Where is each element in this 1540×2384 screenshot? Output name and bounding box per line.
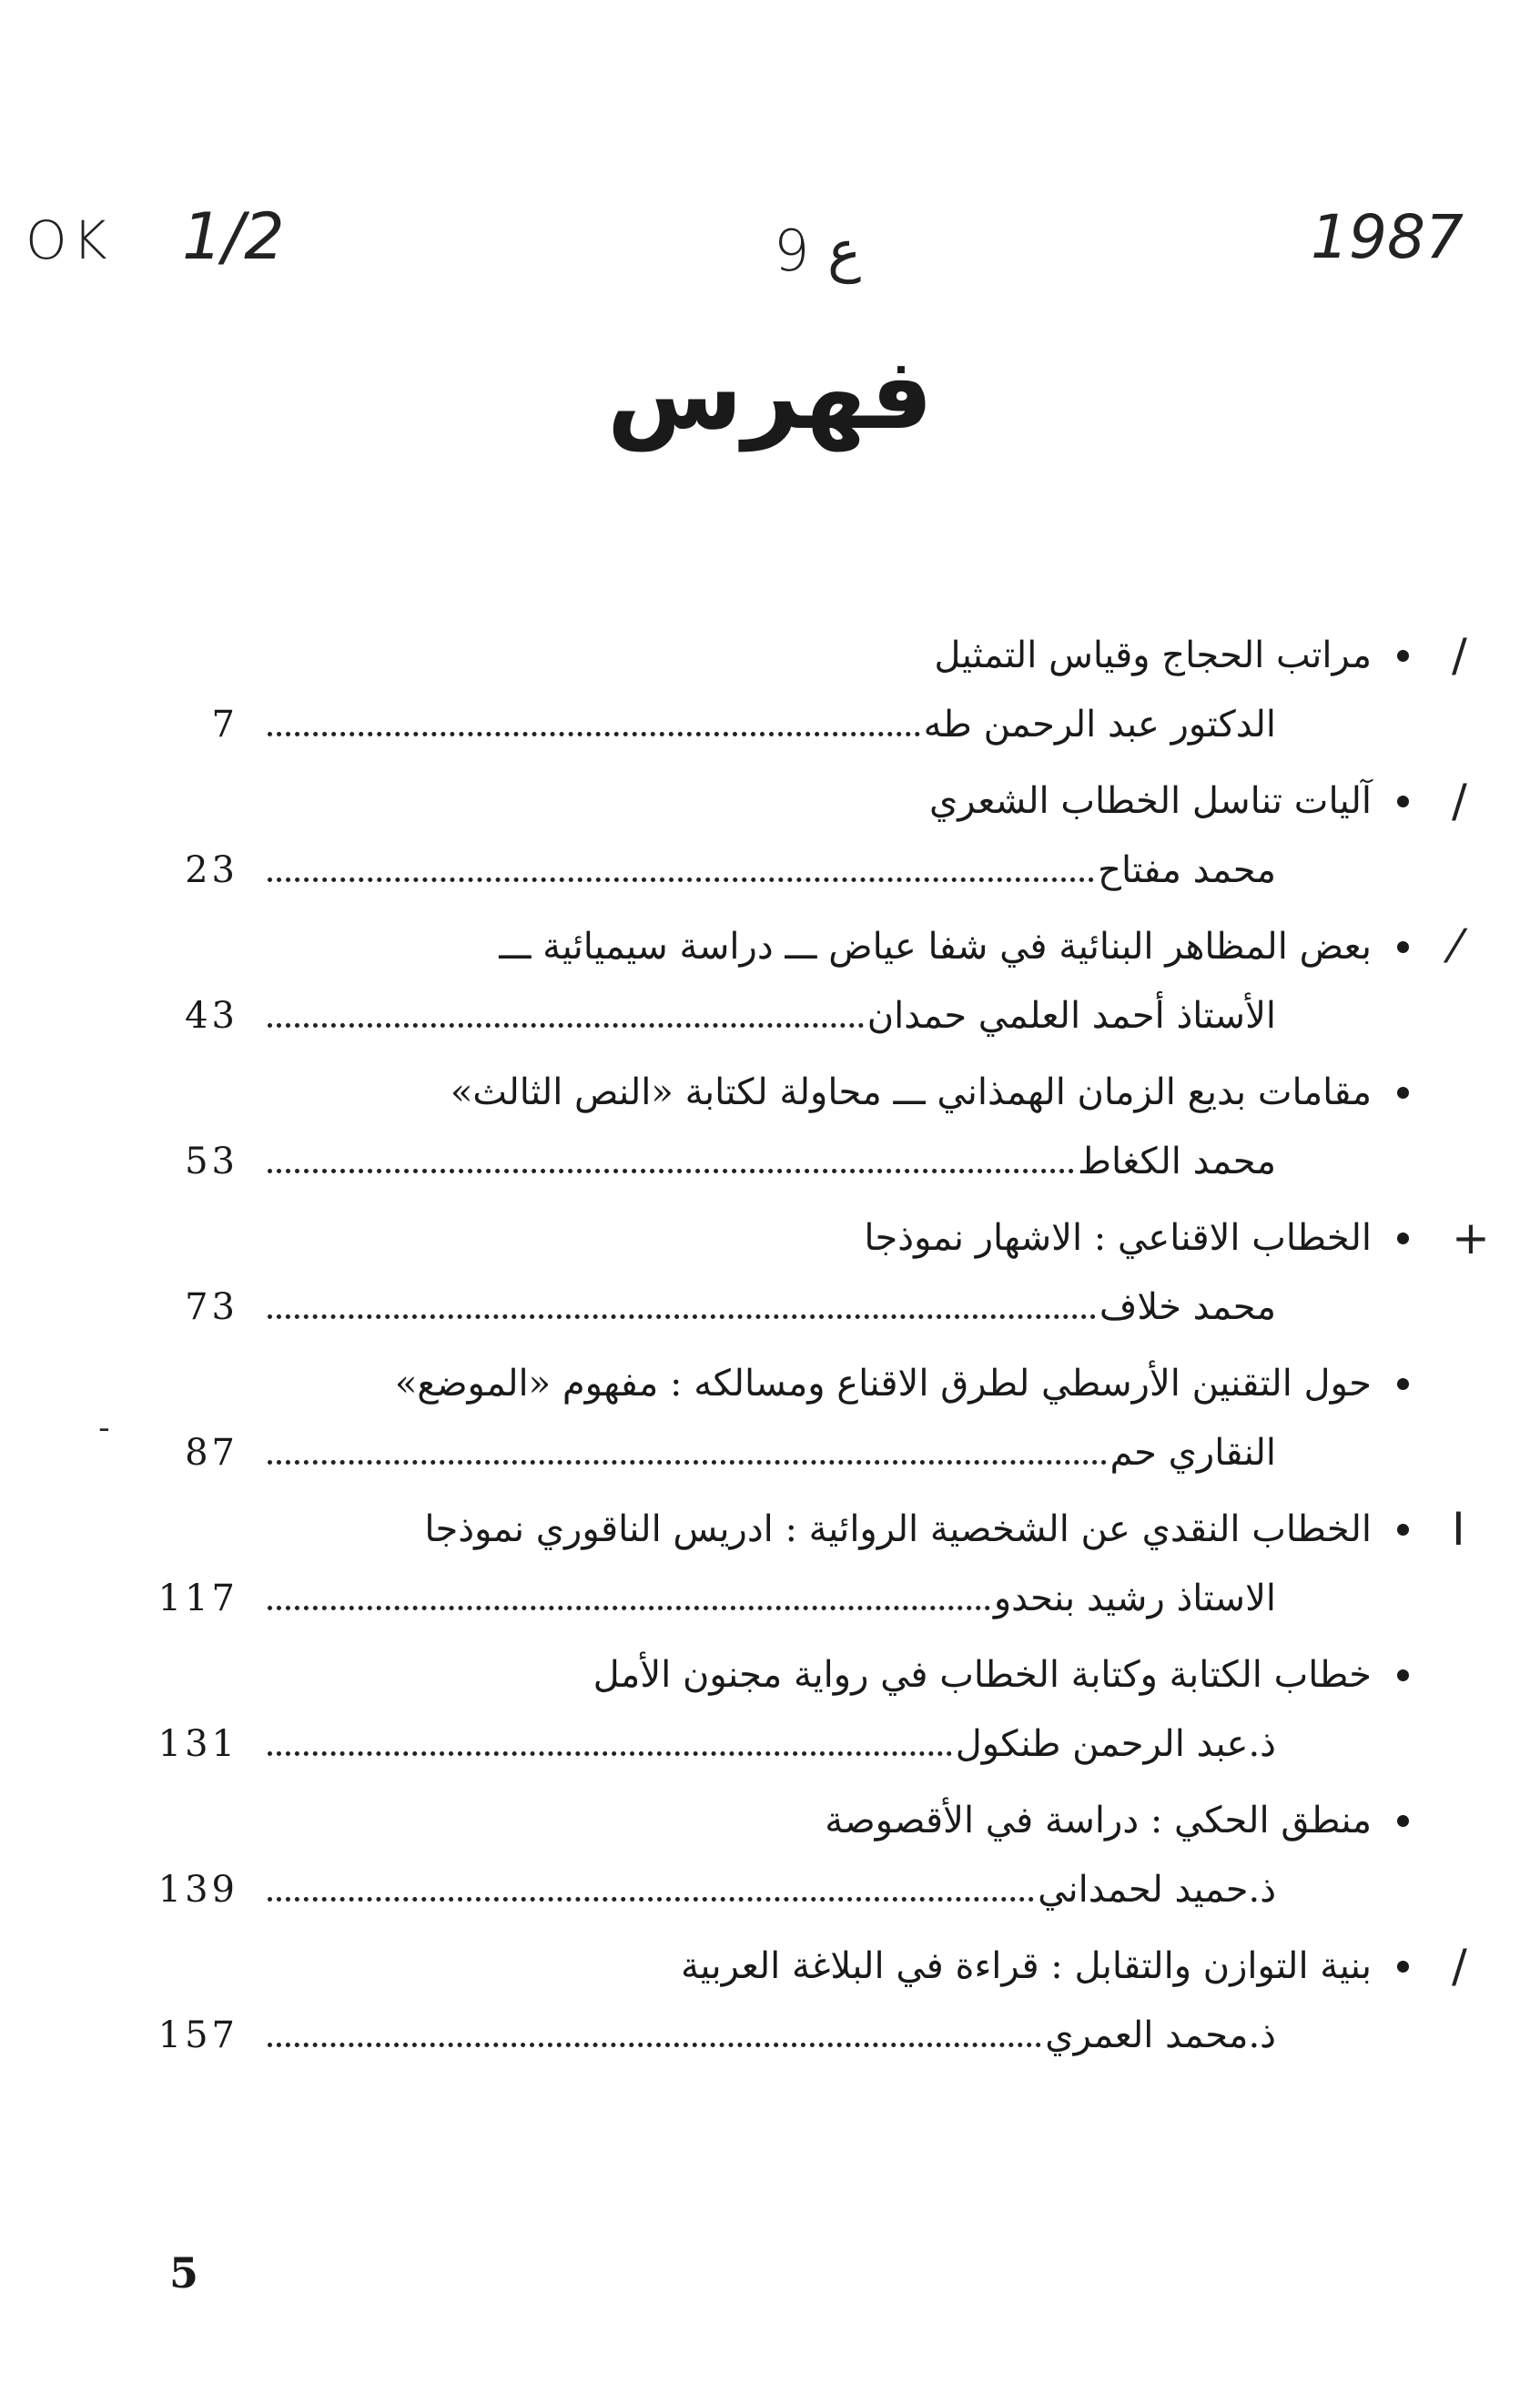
- entry-page-number: 139: [157, 1869, 238, 1911]
- entry-author: الدكتور عبد الرحمن طه: [923, 704, 1276, 746]
- bullet-icon: [1397, 941, 1409, 953]
- entry-author: محمد خلاف: [1099, 1286, 1276, 1328]
- entry-title: الخطاب الاقناعي : الاشهار نموذجا: [864, 1217, 1372, 1259]
- bullet-icon: [1397, 796, 1409, 807]
- entry-title: خطاب الكتابة وكتابة الخطاب في رواية مجنون الأمل: [593, 1654, 1372, 1696]
- page-title: فهرس: [606, 338, 934, 451]
- bullet-icon: [1397, 1961, 1409, 1973]
- bullet-icon: [1397, 1087, 1409, 1099]
- entry-page-number: 43: [185, 995, 238, 1037]
- entry-title: آليات تناسل الخطاب الشعري: [929, 780, 1372, 822]
- entry-author: الأستاذ أحمد العلمي حمدان: [866, 995, 1276, 1037]
- entry-author-line: [264, 1717, 1276, 1771]
- entry-page-number: 131: [157, 1723, 238, 1765]
- entry-author: الاستاذ رشيد بنحدو: [993, 1577, 1276, 1619]
- dot-leader: [268, 1571, 990, 1610]
- handwritten-check-mark: I: [1452, 1503, 1465, 1556]
- handwritten-check-mark: ⁄: [1452, 920, 1460, 973]
- dot-leader: [268, 1717, 952, 1756]
- toc-entry: [0, 1648, 1540, 1793]
- toc-entry: [0, 1502, 1540, 1648]
- dot-leader: [268, 2008, 1041, 2047]
- dot-leader: [268, 1862, 1034, 1902]
- entry-author-line: [264, 1862, 1276, 1917]
- entry-page-number: 157: [157, 2014, 238, 2056]
- entry-title: منطق الحكي : دراسة في الأقصوصة: [825, 1800, 1372, 1841]
- dot-leader: [268, 843, 1094, 882]
- entry-title: مقامات بديع الزمان الهمذاني ـــ محاولة لكتابة «النص الثالث»: [450, 1071, 1372, 1113]
- entry-page-number: 87: [185, 1432, 238, 1474]
- entry-page-number: 23: [185, 849, 238, 891]
- toc-entry: [0, 1211, 1540, 1356]
- entry-author-line: [264, 1134, 1276, 1189]
- dot-leader: [268, 989, 864, 1028]
- entry-author: ذ.عبد الرحمن طنكول: [955, 1723, 1276, 1765]
- handwritten-check-mark: /: [1452, 629, 1467, 682]
- entry-author: النقاري حم: [1109, 1432, 1276, 1474]
- entry-author-line: [264, 697, 1276, 752]
- bullet-icon: [1397, 650, 1409, 662]
- entry-title: حول التقنين الأرسطي لطرق الاقناع ومسالكه : مفهوم «الموضع»: [394, 1363, 1372, 1405]
- entry-page-number: 73: [185, 1286, 238, 1328]
- entry-page-number: 53: [185, 1141, 238, 1182]
- toc-entry: [0, 774, 1540, 919]
- entry-author: ذ.محمد العمري: [1045, 2014, 1276, 2056]
- entry-title: بنية التوازن والتقابل : قراءة في البلاغة العربية: [680, 1945, 1372, 1987]
- bullet-icon: [1397, 1669, 1409, 1681]
- entry-author-line: [264, 2008, 1276, 2063]
- handwritten-check-mark: /: [1452, 1940, 1467, 1993]
- entry-title: الخطاب النقدي عن الشخصية الروائية : ادريس الناقوري نموذجا: [424, 1508, 1372, 1550]
- entry-author: محمد مفتاح: [1098, 849, 1276, 891]
- toc-entry: [0, 628, 1540, 774]
- handwritten-stray-mark: ـ: [100, 1406, 108, 1438]
- footer-page-number: 5: [169, 2248, 199, 2298]
- entry-author-line: [264, 1425, 1276, 1480]
- bullet-icon: [1397, 1524, 1409, 1536]
- dot-leader: [268, 1425, 1107, 1465]
- entry-author-line: [264, 989, 1276, 1043]
- toc-entry: [0, 1793, 1540, 1939]
- toc-entry: [0, 1065, 1540, 1211]
- entry-author: ذ.حميد لحمداني: [1038, 1869, 1276, 1911]
- dot-leader: [268, 1134, 1074, 1173]
- entry-author-line: [264, 1280, 1276, 1334]
- toc-entry: [0, 1356, 1540, 1502]
- handwritten-check-mark: /: [1452, 775, 1467, 827]
- bullet-icon: [1397, 1815, 1409, 1827]
- entry-page-number: 117: [157, 1577, 238, 1619]
- dot-leader: [268, 697, 920, 736]
- handwritten-check-mark: +: [1452, 1212, 1490, 1264]
- entry-title: مراتب الحجاج وقياس التمثيل: [934, 634, 1372, 676]
- bullet-icon: [1397, 1233, 1409, 1244]
- bullet-icon: [1397, 1378, 1409, 1390]
- dot-leader: [268, 1280, 1096, 1319]
- handwritten-volume-note: ع 9: [774, 218, 862, 284]
- toc-entry: [0, 1939, 1540, 2085]
- entry-author-line: [264, 843, 1276, 898]
- handwritten-fraction-note: 1/2: [182, 199, 285, 274]
- entry-author-line: [264, 1571, 1276, 1626]
- entry-page-number: 7: [211, 704, 238, 746]
- toc-entry: [0, 919, 1540, 1065]
- handwritten-ok-note: OK: [25, 209, 113, 271]
- entry-author: محمد الكغاط: [1078, 1141, 1276, 1182]
- handwritten-year-note: 1987: [1311, 202, 1464, 272]
- entry-title: بعض المظاهر البنائية في شفا عياض ـــ دراسة سيميائية ـــ: [499, 926, 1372, 968]
